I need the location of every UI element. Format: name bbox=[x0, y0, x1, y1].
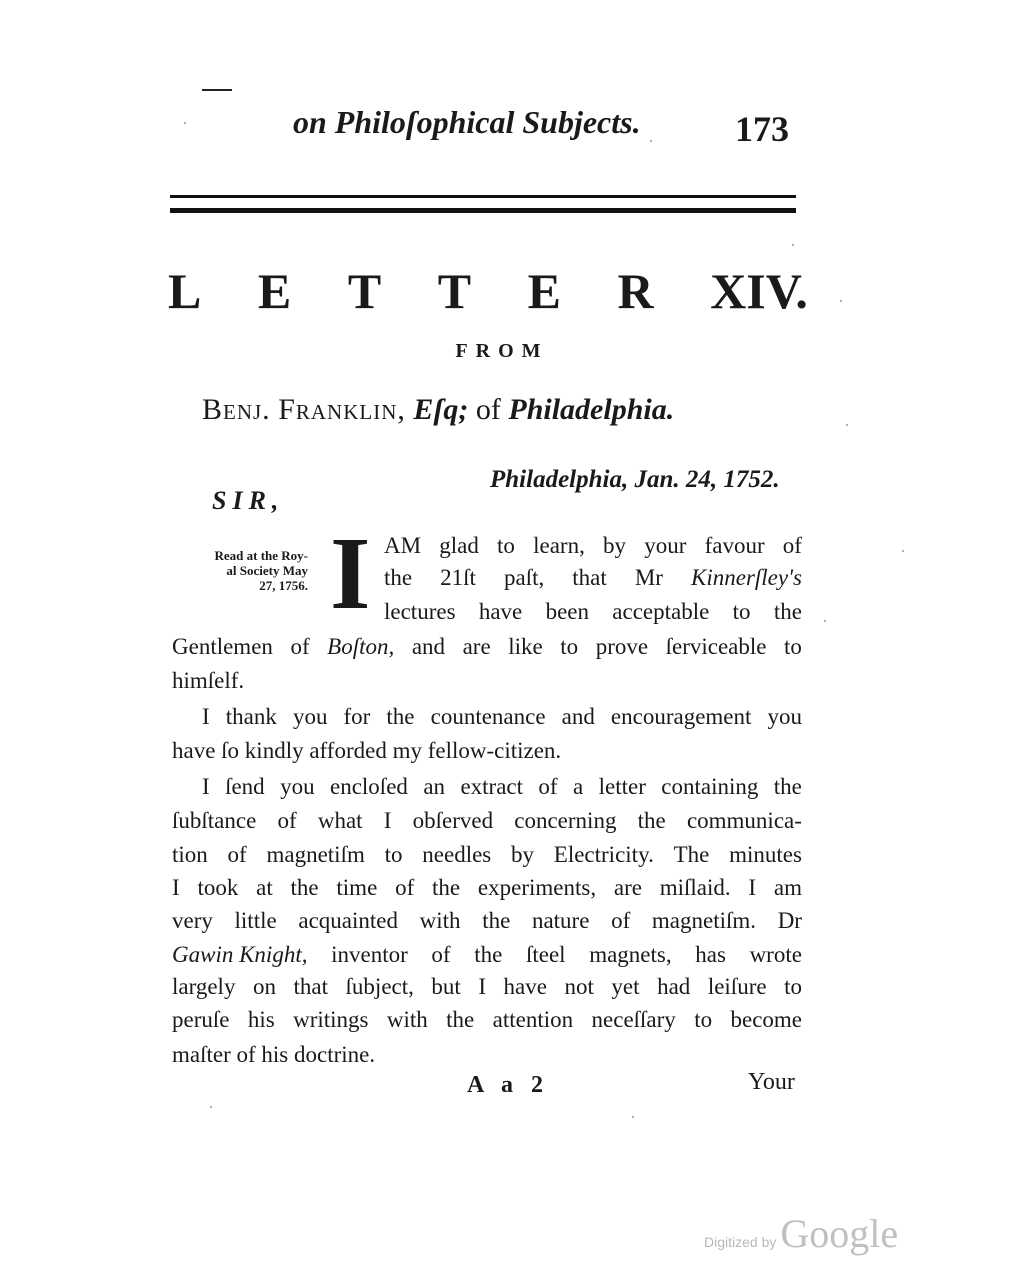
word: your bbox=[644, 533, 687, 558]
word: lectures bbox=[384, 599, 456, 624]
body-line: have ſo kindly afforded my fellow-citizen. bbox=[172, 738, 562, 763]
letter-title bbox=[168, 262, 808, 320]
body-line: maſter of his doctrine. bbox=[172, 1042, 376, 1067]
word: Dr bbox=[777, 908, 802, 933]
word: you bbox=[280, 774, 315, 799]
word: the bbox=[384, 565, 413, 590]
body-line bbox=[172, 940, 802, 970]
word: the bbox=[290, 875, 319, 900]
word: favour bbox=[704, 533, 765, 558]
word: of bbox=[395, 875, 415, 900]
word: Electricity. bbox=[553, 842, 654, 867]
google-logo: Google bbox=[780, 1211, 899, 1256]
word: by bbox=[511, 842, 535, 867]
word: thank bbox=[225, 704, 277, 729]
body-line bbox=[172, 906, 802, 936]
body-line: himſelf. bbox=[172, 668, 245, 693]
word: an bbox=[423, 774, 446, 799]
title-letter: T bbox=[437, 263, 472, 319]
word: magnetiſm. bbox=[651, 908, 757, 933]
author-first-name: Benj. bbox=[202, 393, 271, 426]
title-letter: T bbox=[347, 263, 382, 319]
word: glad bbox=[439, 533, 479, 558]
word: to bbox=[784, 634, 802, 659]
signature-mark: A a 2 bbox=[467, 1072, 550, 1098]
word: of bbox=[227, 842, 247, 867]
word: to bbox=[560, 634, 579, 659]
word: paſt, bbox=[503, 565, 545, 590]
word: have bbox=[478, 599, 523, 624]
word: are bbox=[613, 875, 642, 900]
paper-speck bbox=[792, 244, 794, 246]
word: you bbox=[767, 704, 802, 729]
word: I bbox=[478, 974, 487, 999]
paper-speck bbox=[824, 620, 826, 622]
word: I bbox=[383, 808, 392, 833]
header-rule-thin bbox=[170, 195, 796, 198]
word: acceptable bbox=[612, 599, 710, 624]
word: neceſſary bbox=[591, 1007, 676, 1032]
body-line bbox=[172, 873, 802, 903]
word: peruſe bbox=[172, 1007, 230, 1032]
title-letter: E bbox=[527, 263, 561, 319]
word: you bbox=[292, 704, 328, 729]
word: nature bbox=[531, 908, 590, 933]
word: concerning bbox=[514, 808, 617, 833]
word: inventor bbox=[331, 942, 408, 967]
word: what bbox=[317, 808, 363, 833]
word: little bbox=[234, 908, 277, 933]
body-line bbox=[202, 702, 802, 732]
header-rule-thick bbox=[170, 208, 796, 213]
word: largely bbox=[172, 974, 236, 999]
author-of: of bbox=[475, 393, 501, 426]
word: to bbox=[784, 974, 802, 999]
word: I bbox=[202, 774, 210, 799]
word: like bbox=[508, 634, 543, 659]
word: the bbox=[482, 908, 511, 933]
word: of bbox=[290, 634, 310, 659]
word: of bbox=[538, 774, 558, 799]
word: time bbox=[336, 875, 378, 900]
body-line bbox=[172, 1005, 802, 1035]
word: learn, bbox=[533, 533, 585, 558]
word: The bbox=[673, 842, 710, 867]
margin-note bbox=[168, 548, 308, 593]
word: magnets, bbox=[589, 942, 672, 967]
paper-speck bbox=[632, 1116, 634, 1118]
paper-speck bbox=[210, 1106, 212, 1108]
word: that bbox=[572, 565, 607, 590]
word: to bbox=[497, 533, 515, 558]
word: the bbox=[474, 942, 503, 967]
paper-speck bbox=[840, 300, 842, 302]
word: of bbox=[611, 908, 631, 933]
word: 21ſt bbox=[440, 565, 476, 590]
word: become bbox=[730, 1007, 802, 1032]
word: am bbox=[773, 875, 802, 900]
word: a bbox=[573, 774, 584, 799]
word: are bbox=[462, 634, 491, 659]
word: the bbox=[386, 704, 415, 729]
word: Gentlemen bbox=[172, 634, 273, 659]
word: prove bbox=[595, 634, 649, 659]
word: Gawin Knight, bbox=[172, 942, 308, 967]
word: minutes bbox=[729, 842, 802, 867]
body-line bbox=[172, 972, 802, 1002]
word: for bbox=[343, 704, 371, 729]
word: encouragement bbox=[610, 704, 752, 729]
word: yet bbox=[611, 974, 640, 999]
word: Kinnerſley's bbox=[691, 565, 802, 590]
word: needles bbox=[422, 842, 492, 867]
word: to bbox=[732, 599, 751, 624]
word: by bbox=[603, 533, 627, 558]
word: of bbox=[277, 808, 297, 833]
catchword: Your bbox=[748, 1069, 795, 1095]
margin-mark bbox=[202, 89, 232, 91]
author-surname: Franklin, bbox=[278, 393, 406, 426]
word: and bbox=[411, 634, 446, 659]
word: to bbox=[694, 1007, 713, 1032]
page-number: 173 bbox=[735, 109, 789, 149]
word: of bbox=[431, 942, 451, 967]
word: the bbox=[432, 875, 461, 900]
margin-note-line: al Society May bbox=[226, 563, 308, 578]
body-line bbox=[172, 840, 802, 870]
word: not bbox=[564, 974, 594, 999]
title-letter: E bbox=[257, 263, 292, 319]
paper-speck bbox=[184, 122, 186, 124]
word: writings bbox=[293, 1007, 369, 1032]
word: attention bbox=[492, 1007, 574, 1032]
word: communica- bbox=[686, 808, 802, 833]
word: I bbox=[202, 704, 210, 729]
body-line bbox=[384, 563, 802, 593]
word: experiments, bbox=[477, 875, 597, 900]
word: ſteel bbox=[525, 942, 566, 967]
word: leiſure bbox=[707, 974, 767, 999]
paper-speck bbox=[846, 424, 848, 426]
word: had bbox=[657, 974, 691, 999]
word: and bbox=[561, 704, 595, 729]
word: the bbox=[446, 1007, 475, 1032]
digitized-by-text: Digitized by bbox=[704, 1234, 777, 1250]
word: took bbox=[197, 875, 239, 900]
word: have bbox=[503, 974, 547, 999]
word: with bbox=[386, 1007, 428, 1032]
word: Mr bbox=[634, 565, 663, 590]
word: I bbox=[748, 875, 757, 900]
dateline: Philadelphia, Jan. 24, 1752. bbox=[490, 466, 780, 493]
word: on bbox=[252, 974, 276, 999]
word: I bbox=[172, 875, 180, 900]
word: that bbox=[293, 974, 329, 999]
word: containing bbox=[661, 774, 759, 799]
word: countenance bbox=[430, 704, 546, 729]
word: of bbox=[782, 533, 802, 558]
word: but bbox=[431, 974, 461, 999]
paper-speck bbox=[650, 140, 652, 142]
word: letter bbox=[598, 774, 646, 799]
word: ſerviceable bbox=[665, 634, 767, 659]
running-head: on Philoſophical Subjects. bbox=[293, 104, 641, 140]
author-title: Eſq; bbox=[413, 393, 469, 426]
word: ſend bbox=[225, 774, 265, 799]
author-place: Philadelphia. bbox=[508, 393, 675, 426]
word: at bbox=[256, 875, 273, 900]
word: acquainted bbox=[298, 908, 398, 933]
word: has bbox=[695, 942, 726, 967]
word: been bbox=[545, 599, 589, 624]
word: to bbox=[384, 842, 403, 867]
word: magnetiſm bbox=[266, 842, 365, 867]
word: tion bbox=[172, 842, 208, 867]
word: the bbox=[637, 808, 666, 833]
body-line bbox=[384, 597, 802, 627]
word: AM bbox=[384, 533, 422, 558]
salutation: SIR, bbox=[212, 486, 285, 515]
word: the bbox=[773, 599, 802, 624]
body-line bbox=[384, 531, 802, 561]
title-letter: L bbox=[168, 263, 202, 319]
paper-speck bbox=[902, 550, 904, 552]
body-line bbox=[202, 772, 802, 802]
body-line bbox=[172, 632, 802, 662]
title-number: XIV. bbox=[710, 263, 808, 319]
word: the bbox=[773, 774, 802, 799]
word: ſubſtance bbox=[172, 808, 257, 833]
word: with bbox=[419, 908, 461, 933]
word: wrote bbox=[749, 942, 802, 967]
word: Boſton, bbox=[327, 634, 395, 659]
body-line bbox=[172, 806, 802, 836]
word: encloſed bbox=[330, 774, 408, 799]
from-label: FROM bbox=[455, 340, 549, 362]
drop-cap: I bbox=[330, 516, 371, 631]
margin-note-line: 27, 1756. bbox=[259, 578, 308, 593]
word: extract bbox=[460, 774, 524, 799]
author-line bbox=[202, 393, 674, 427]
word: miſlaid. bbox=[659, 875, 731, 900]
margin-note-line: Read at the Roy- bbox=[214, 548, 308, 563]
title-letter: R bbox=[617, 263, 654, 319]
word: obſerved bbox=[412, 808, 494, 833]
word: very bbox=[172, 908, 213, 933]
word: ſubject, bbox=[345, 974, 414, 999]
word: his bbox=[247, 1007, 275, 1032]
digitized-watermark bbox=[704, 1210, 898, 1257]
